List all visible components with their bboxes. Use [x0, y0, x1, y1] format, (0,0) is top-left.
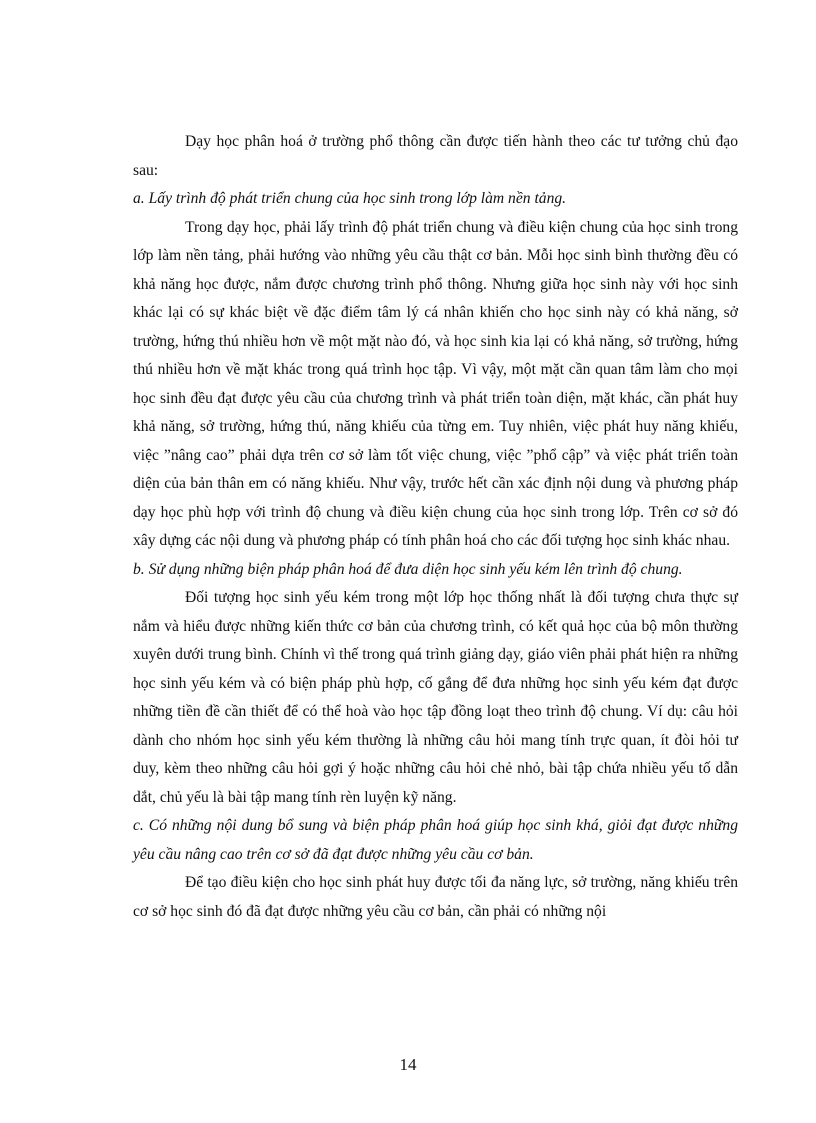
- section-a-paragraph: Trong dạy học, phải lấy trình độ phát triển chung và điều kiện chung của học sinh trong lớp làm nền tảng, phải hướng vào những yêu cầu thật cơ bản. Mỗi học sinh bình thường đều có khả năng học được, nắm được chương trình phổ thông. Nhưng giữa học sinh này với học sinh khác lại có sự khác biệt về đặc điểm tâm lý cá nhân khiến cho học sinh này có khả năng, sở trường, hứng thú nhiều hơn về một mặt nào đó, và học sinh kia lại có khả năng, sở trường, hứng thú nhiều hơn về mặt khác trong quá trình học tập. Vì vậy, một mặt cần quan tâm làm cho mọi học sinh đều đạt được yêu cầu của chương trình và phát triển toàn diện, mặt khác, cần phát huy khả năng, sở trường, hứng thú, năng khiếu của từng em. Tuy nhiên, việc phát huy năng khiếu, việc ”nâng cao” phải dựa trên cơ sở làm tốt việc chung, việc ”phổ cập” và việc phát triển toàn diện của bản thân em có năng khiếu. Như vậy, trước hết cần xác định nội dung và phương pháp dạy học phù hợp với trình độ chung và điều kiện chung của học sinh trong lớp. Trên cơ sở đó xây dựng các nội dung và phương pháp có tính phân hoá cho các đối tượng học sinh khác nhau.: [133, 218, 738, 549]
- document-body: [133, 128, 738, 926]
- section-heading-c: c. Có những nội dung bổ sung và biện pháp phân hoá giúp học sinh khá, giỏi đạt được những yêu cầu nâng cao trên cơ sở đã đạt được những yêu cầu cơ bản.: [133, 817, 738, 863]
- section-b-paragraph: Đối tượng học sinh yếu kém trong một lớp học thống nhất là đối tượng chưa thực sự nắm và hiểu được những kiến thức cơ bản của chương trình, có kết quả học của bộ môn thường xuyên dưới trung bình. Chính vì thế trong quá trình giảng dạy, giáo viên phải phát hiện ra những học sinh yếu kém và có biện pháp phù hợp, cố gắng để đưa những học sinh yếu kém đạt được những tiền đề cần thiết để có thể hoà vào học tập đồng loạt theo trình độ chung. Ví dụ: câu hỏi dành cho nhóm học sinh yếu kém thường là những câu hỏi mang tính trực quan, ít đòi hỏi tư duy, kèm theo những câu hỏi gợi ý hoặc những câu hỏi chẻ nhỏ, bài tập chứa nhiều yếu tố dẫn dắt, chủ yếu là bài tập mang tính rèn luyện kỹ năng.: [133, 589, 738, 806]
- section-heading-a: a. Lấy trình độ phát triển chung của học sinh trong lớp làm nền tảng.: [133, 190, 567, 207]
- section-heading-b: b. Sử dụng những biện pháp phân hoá để đưa diện học sinh yếu kém lên trình độ chung.: [133, 560, 683, 578]
- page-number: 14: [399, 1055, 417, 1074]
- intro-paragraph: Dạy học phân hoá ở trường phổ thông cần được tiến hành theo các tư tưởng chủ đạo sau:: [133, 133, 738, 179]
- section-c-paragraph: Để tạo điều kiện cho học sinh phát huy được tối đa năng lực, sở trường, năng khiếu trên cơ sở học sinh đó đã đạt được những yêu cầu cơ bản, cần phải có những nội: [133, 874, 738, 920]
